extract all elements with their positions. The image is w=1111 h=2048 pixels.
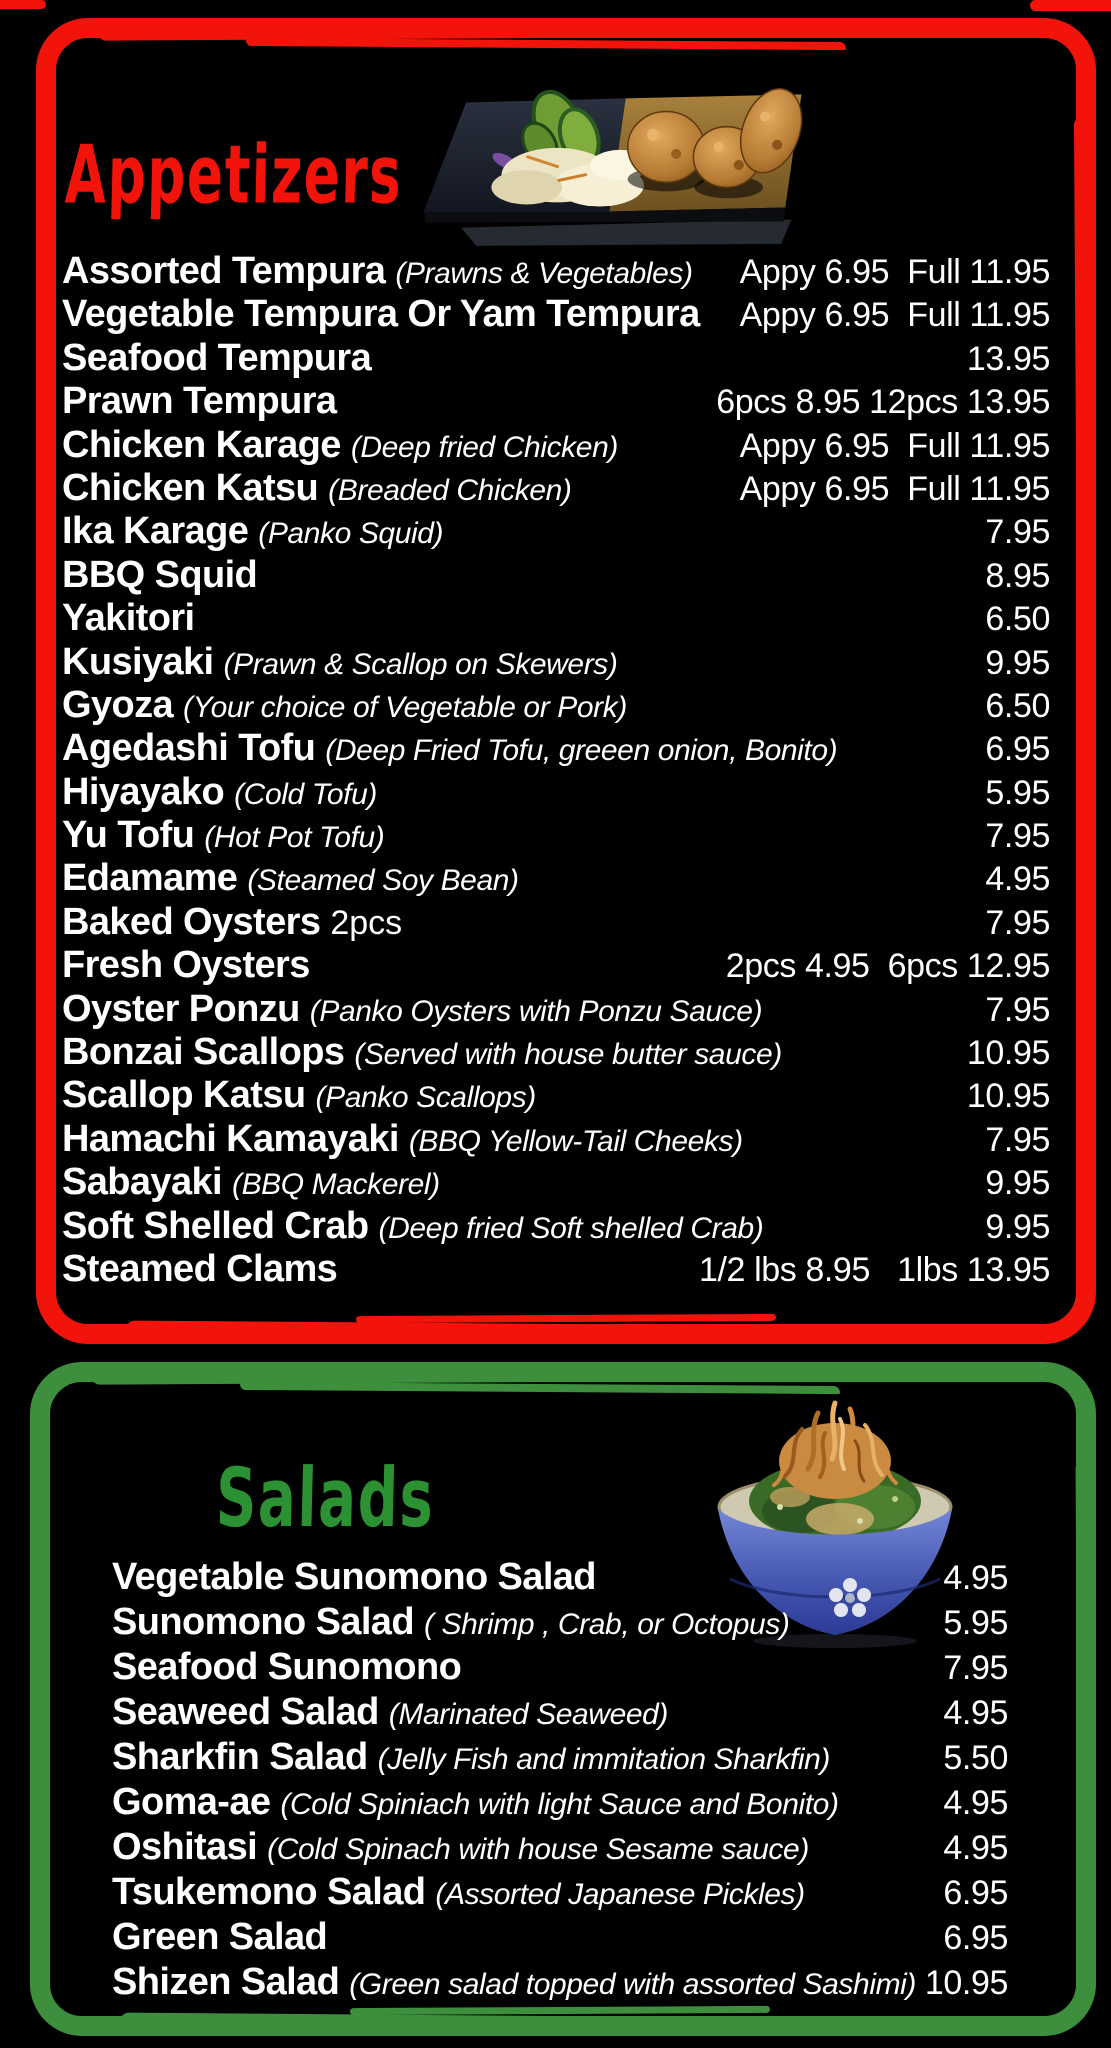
item-price: 5.95 (985, 773, 1050, 812)
menu-item-row (112, 1601, 1008, 1646)
item-name: Gyoza (62, 683, 174, 726)
menu-item-row (62, 857, 1050, 900)
menu-item-row (112, 1961, 1008, 2006)
item-name: Seafood Sunomono (112, 1646, 462, 1688)
item-name: Kusiyaki (62, 640, 214, 683)
item-name: Hamachi Kamayaki (62, 1117, 399, 1160)
item-price: 5.95 (943, 1604, 1008, 1642)
item-name: Goma-ae (112, 1781, 271, 1823)
item-name: Oyster Ponzu (62, 987, 300, 1030)
item-description: (Breaded Chicken) (328, 473, 572, 507)
item-description: (Prawn & Scallop on Skewers) (223, 647, 618, 681)
item-price: 4.95 (943, 1559, 1008, 1597)
brush-stroke (350, 2006, 770, 2015)
item-name: Steamed Clams (62, 1247, 338, 1290)
menu-item-row (62, 684, 1050, 727)
brush-stroke (1075, 1462, 1091, 1957)
salads-section (30, 1362, 1096, 2036)
salads-title: Salads (214, 1450, 436, 1546)
menu-item-row (62, 814, 1050, 857)
item-name: Seaweed Salad (112, 1691, 379, 1733)
menu-item-row (62, 424, 1050, 467)
menu-item-row (62, 1161, 1050, 1204)
item-name: Green Salad (112, 1916, 328, 1958)
menu-item-row (62, 1248, 1050, 1291)
item-price: Appy 6.95 Full 11.95 (739, 469, 1050, 508)
menu-item-row (62, 467, 1050, 510)
menu-item-row (62, 597, 1050, 640)
item-price: 6.50 (985, 600, 1050, 639)
karaage-plate-photo (405, 58, 805, 260)
menu-item-row (62, 641, 1050, 684)
brush-stroke (126, 1321, 1006, 1342)
item-description: (Panko Scallops) (315, 1081, 536, 1115)
item-price: 4.95 (943, 1784, 1008, 1822)
menu-item-row (112, 1781, 1008, 1826)
item-name: Sunomono Salad (112, 1601, 414, 1643)
item-name: Vegetable Sunomono Salad (112, 1556, 596, 1598)
item-description: (Cold Tofu) (234, 777, 377, 811)
item-description: (Hot Pot Tofu) (204, 821, 385, 855)
appetizers-section (36, 18, 1096, 1344)
menu-item-row (62, 1074, 1050, 1117)
brush-stroke (90, 1363, 990, 1384)
menu-item-row (62, 1205, 1050, 1248)
item-description: (Cold Spiniach with light Sauce and Bonito) (280, 1788, 839, 1821)
item-price: 7.95 (985, 1120, 1050, 1159)
item-description: ( Shrimp , Crab, or Octopus) (423, 1608, 790, 1641)
item-price: 5.50 (943, 1739, 1008, 1777)
item-description: (Marinated Seaweed) (388, 1698, 669, 1731)
item-description: (Prawns & Vegetables) (395, 257, 693, 290)
item-description: (Served with house butter sauce) (354, 1038, 782, 1072)
item-price: 10.95 (966, 1077, 1050, 1116)
item-price: 6pcs 8.95 12pcs 13.95 (716, 383, 1050, 422)
menu-item-row (62, 250, 1050, 293)
item-price: 9.95 (985, 1207, 1050, 1246)
item-price: 10.95 (966, 1034, 1050, 1073)
brush-stroke (35, 1492, 49, 1936)
item-description: (Green salad topped with assorted Sashimi) (349, 1968, 917, 2001)
item-description: (Panko Squid) (258, 517, 444, 551)
brush-stroke (246, 38, 846, 50)
brush-stroke (120, 2013, 1000, 2034)
menu-item-row (62, 293, 1050, 336)
menu-item-row (62, 1031, 1050, 1074)
menu-item-row (112, 1916, 1008, 1961)
item-price: 6.95 (985, 730, 1050, 769)
menu-item-row (62, 337, 1050, 380)
item-price: 9.95 (985, 1164, 1050, 1203)
item-description: (BBQ Yellow-Tail Cheeks) (408, 1124, 743, 1158)
item-price: 4.95 (985, 860, 1050, 899)
item-description: (Deep fried Soft shelled Crab) (378, 1211, 764, 1245)
item-price: 8.95 (985, 556, 1050, 595)
item-price: 7.95 (985, 990, 1050, 1029)
item-price: 6.95 (943, 1919, 1008, 1957)
menu-item-row (62, 901, 1050, 944)
item-price: 7.95 (985, 903, 1050, 942)
item-name: Oshitasi (112, 1826, 258, 1868)
item-description: (Panko Oysters with Ponzu Sauce) (309, 994, 763, 1028)
item-name: Sharkfin Salad (112, 1736, 368, 1778)
item-name: Vegetable Tempura Or Yam Tempura (62, 293, 700, 336)
item-price: 4.95 (943, 1829, 1008, 1867)
menu-item-row (62, 727, 1050, 770)
brush-stroke (356, 1314, 776, 1323)
item-price: 6.95 (943, 1874, 1008, 1912)
menu-item-row (62, 380, 1050, 423)
item-name: BBQ Squid (62, 553, 258, 596)
brush-stroke (1074, 118, 1093, 1121)
item-suffix: 2pcs (330, 903, 403, 942)
item-name: Tsukemono Salad (112, 1871, 426, 1913)
item-name: Yu Tofu (62, 814, 195, 857)
item-price: 1/2 lbs 8.95 1lbs 13.95 (698, 1250, 1050, 1289)
menu-item-row (112, 1736, 1008, 1781)
menu-item-row (112, 1646, 1008, 1691)
item-name: Shizen Salad (112, 1961, 340, 2003)
item-name: Baked Oysters (62, 900, 321, 943)
item-description: (Jelly Fish and immitation Sharkfin) (377, 1743, 830, 1776)
item-description: (Deep fried Chicken) (350, 430, 618, 464)
menu-item-row (62, 554, 1050, 597)
top-edge-brush-mark (0, 0, 46, 9)
menu-item-row (112, 1556, 1008, 1601)
item-price: 9.95 (985, 643, 1050, 682)
brush-stroke (40, 148, 56, 1048)
menu-item-row (112, 1871, 1008, 1916)
item-description: (Steamed Soy Bean) (247, 864, 519, 898)
menu-item-row (62, 510, 1050, 553)
item-description: (Deep Fried Tofu, greeen onion, Bonito) (325, 734, 838, 768)
item-price: 7.95 (985, 513, 1050, 552)
item-price: 7.95 (943, 1649, 1008, 1687)
item-price: 2pcs 4.95 6pcs 12.95 (725, 947, 1050, 986)
item-name: Chicken Katsu (62, 466, 319, 509)
item-price: 13.95 (966, 339, 1050, 378)
item-name: Soft Shelled Crab (62, 1204, 369, 1247)
item-name: Ika Karage (62, 510, 249, 553)
item-name: Sabayaki (62, 1161, 222, 1204)
item-price: 10.95 (924, 1964, 1008, 2002)
item-name: Scallop Katsu (62, 1074, 306, 1117)
item-description: (Your choice of Vegetable or Pork) (183, 690, 627, 724)
item-name: Assorted Tempura (62, 250, 386, 292)
item-name: Yakitori (62, 597, 195, 640)
item-name: Agedashi Tofu (62, 727, 316, 770)
item-description: (Assorted Japanese Pickles) (435, 1878, 805, 1911)
item-name: Hiyayako (62, 770, 225, 813)
menu-item-row (62, 1118, 1050, 1161)
item-price: 6.50 (985, 686, 1050, 725)
salads-list (112, 1556, 1008, 2006)
item-price: Appy 6.95 Full 11.95 (739, 426, 1050, 465)
item-price: 7.95 (985, 817, 1050, 856)
item-name: Seafood Tempura (62, 336, 372, 379)
item-name: Chicken Karage (62, 423, 341, 466)
item-name: Edamame (62, 857, 238, 900)
item-name: Prawn Tempura (62, 380, 337, 423)
item-description: (Cold Spinach with house Sesame sauce) (267, 1833, 809, 1866)
item-description: (BBQ Mackerel) (231, 1168, 440, 1202)
menu-item-row (112, 1826, 1008, 1871)
menu-item-row (112, 1691, 1008, 1736)
menu-item-row (62, 988, 1050, 1031)
appetizers-title: Appetizers (63, 127, 404, 222)
item-price: Appy 6.95 Full 11.95 (739, 253, 1050, 291)
item-price: 4.95 (943, 1694, 1008, 1732)
brush-stroke (96, 19, 996, 40)
item-name: Bonzai Scallops (62, 1031, 345, 1074)
appetizers-list (62, 250, 1050, 1291)
item-price: Appy 6.95 Full 11.95 (739, 296, 1050, 335)
item-name: Fresh Oysters (62, 944, 310, 987)
top-edge-brush-mark (1030, 0, 1111, 11)
menu-item-row (62, 771, 1050, 814)
menu-item-row (62, 944, 1050, 987)
